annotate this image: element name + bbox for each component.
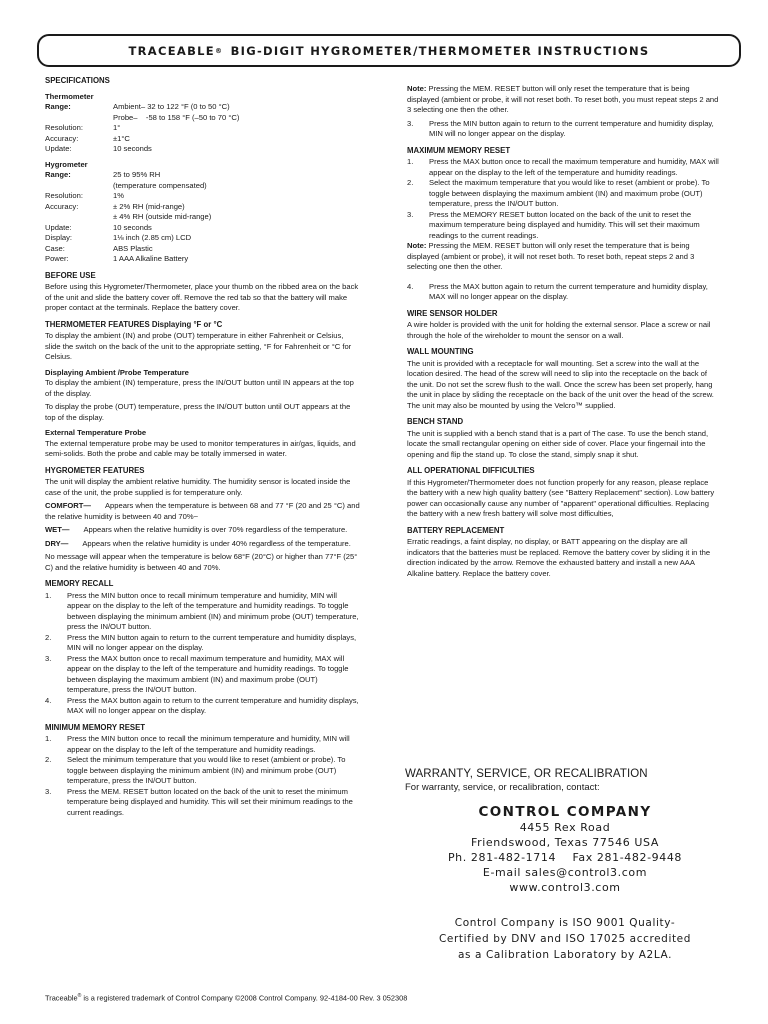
wall-mounting-heading: WALL MOUNTING [407, 347, 474, 356]
spec-key: Case: [45, 243, 65, 253]
list-item [45, 591, 361, 633]
list-item [407, 282, 719, 303]
spec-row [45, 113, 361, 124]
hygro-features-text: The unit will display the ambient relative humidity. The humidity sensor is located inside the case of the unit, the probe supplied is for temperature only. [45, 477, 351, 497]
ambient-probe-text-1: To display the ambient (IN) temperature, press the IN/OUT button until IN appears at the top of the display. [45, 378, 354, 398]
title-rest: BIG-DIGIT HYGROMETER/THERMOMETER INSTRUCTIONS [230, 43, 650, 58]
max-memory-reset-list [407, 157, 719, 241]
comfort-paragraph [45, 501, 361, 522]
list-item-number: 1. [407, 157, 414, 166]
min-memory-reset-heading: MINIMUM MEMORY RESET [45, 722, 146, 732]
spec-row [45, 233, 361, 244]
spec-row [45, 223, 361, 234]
footer-brand: Traceable [45, 993, 78, 1003]
list-item-number: 2. [45, 755, 52, 764]
company-name: CONTROL COMPANY [478, 804, 652, 820]
wire-holder-heading: WIRE SENSOR HOLDER [407, 308, 498, 318]
footer-reg-mark: ® [77, 993, 82, 999]
spec-key: Update: [45, 144, 72, 153]
spec-row [45, 191, 361, 202]
spec-row [45, 254, 361, 265]
spec-row [45, 144, 361, 155]
note-2-label: Note: [407, 241, 427, 250]
spec-value: ABS Plastic [113, 243, 153, 253]
note-1-text: Pressing the MEM. RESET button will only reset the temperature that is being displayed (ambient or probe, it will not reset both. To reset both, you must repeat steps 2 and 3 selecting one then the other. [407, 84, 719, 114]
no-message-text: No message will appear when the temperature is below 68°F (20°C) or higher than 77°F (25° C) and the relative humidity is between 40 and 70%. [45, 552, 358, 572]
wire-holder-text: A wire holder is provided with the unit for holding the external sensor. Place a screw or nail through the hole of the wireholder to mount the sensor on a wall. [407, 320, 711, 340]
spec-row [45, 212, 361, 223]
company-contact-block [405, 804, 725, 895]
hygrometer-spec-table [45, 170, 361, 233]
list-item-text: Select the minimum temperature that you would like to reset (ambient or probe). To toggle between displaying the minimum ambient (IN) and minimum probe (OUT) temperature, press the IN/OUT button. [67, 755, 346, 785]
list-item-text: Press the MEMORY RESET button located on the back of the unit to reset the maximum temperature being displayed and humidity. This will set their maximum readings to the current readings. [429, 209, 700, 240]
title-brand: TRACEABLE [128, 43, 215, 58]
spec-key [45, 212, 113, 223]
spec-key [45, 113, 113, 124]
spec-value: 1° [113, 123, 121, 132]
company-city: Friendswood, Texas 77546 USA [471, 836, 659, 849]
list-item [407, 178, 719, 210]
list-item-text: Press the MAX button again to return to the current temperature and humidity displays, MAX will no longer appear on the display. [67, 695, 359, 715]
dry-text: Appears when the relative humidity is under 40% regardless of the temperature. [82, 538, 351, 548]
spec-value: 1⅛ inch (2.85 cm) LCD [113, 233, 192, 242]
list-item-text: Press the MIN button once to recall the minimum temperature and humidity, MIN will appear on the display to the left of the temperature and humidity readings. [67, 734, 350, 754]
dry-label: DRY— [45, 538, 69, 548]
list-item [45, 654, 361, 696]
list-item [407, 119, 719, 140]
list-item-number: 2. [407, 178, 414, 187]
spec-row [45, 134, 361, 145]
wet-text: Appears when the relative humidity is over 70% regardless of the temperature. [83, 525, 348, 534]
list-item-number: 4. [45, 695, 52, 705]
bench-stand-text: The unit is supplied with a bench stand that is a part of The case. To use the bench stand, locate the small rectangular opening on either side of cover. Place your fingernail into the opening and flip the stand up. To close the stand, simply snap it shut. [407, 428, 709, 459]
title-reg-mark: ® [214, 46, 224, 55]
company-website: www.control3.com [509, 881, 621, 894]
ambient-probe-heading: Displaying Ambient /Probe Temperature [45, 367, 189, 377]
footer-trademark [45, 993, 407, 1002]
spec-value: 25 to 95% RH [113, 170, 161, 179]
thermo-features-heading: THERMOMETER FEATURES Displaying °F or °C [45, 319, 223, 329]
before-use-text: Before using this Hygrometer/Thermometer, place your thumb on the ribbed area on the back of the unit and slide the battery cover off. Remove the red tab so that the battery will make proper contact at the terminals. Replace the battery cover. [45, 282, 359, 312]
spec-key: Accuracy: [45, 133, 79, 143]
list-item-text: Press the MAX button once to recall maximum temperature and humidity, MAX will appear on the display to the left of the temperature and humidity readings. To toggle between displaying the maximum ambient (IN) and maximum probe (OUT) temperature, press the IN/OUT button. [67, 653, 349, 694]
iso-statement [405, 915, 725, 963]
spec-row [45, 170, 361, 181]
list-item [45, 755, 361, 787]
min-step-3-list [407, 119, 719, 140]
spec-key: Update: [45, 222, 72, 232]
spec-row [45, 244, 361, 255]
specs-heading: SPECIFICATIONS [45, 76, 110, 85]
footer-text: is a registered trademark of Control Company ©2008 Control Company. 92-4184-00 Rev. 3 052308 [81, 993, 408, 1003]
list-item [407, 210, 719, 242]
spec-key [45, 181, 113, 192]
spec-value: Ambient– 32 to 122 °F (0 to 50 °C) [113, 102, 230, 111]
spec-key: Range: [45, 102, 71, 111]
list-item-text: Select the maximum temperature that you would like to reset (ambient or probe). To toggle between displaying the maximum ambient (IN) and maximum probe (OUT) temperature, press the IN/OUT button. [429, 178, 710, 208]
general-spec-table [45, 233, 361, 265]
hygrometer-subheading: Hygrometer [45, 159, 88, 169]
spec-key: Range: [45, 170, 71, 179]
warranty-section [405, 768, 725, 793]
list-item-text: Press the MIN button again to return to the current temperature and humidity display, MIN will no longer appear on the display. [429, 118, 714, 138]
list-item [45, 734, 361, 755]
min-memory-reset-list [45, 734, 361, 818]
spec-key: Resolution: [45, 191, 83, 200]
spec-value: ±1°C [113, 133, 130, 143]
hygro-features-heading: HYGROMETER FEATURES [45, 465, 145, 475]
list-item [45, 633, 361, 654]
warranty-subtext: For warranty, service, or recalibration, contact: [405, 782, 600, 793]
iso-line-1: Control Company is ISO 9001 Quality- [454, 917, 676, 929]
thermo-features-text: To display the ambient (IN) and probe (OUT) temperature in either Fahrenheit or Celsius, slide the switch on the back of the unit to the appropriate setting, °F for Fahrenheit or °C for Celsius. [45, 331, 352, 361]
comfort-label: COMFORT— [45, 501, 91, 510]
list-item-number: 3. [407, 118, 414, 128]
company-email: E-mail sales@control3.com [482, 866, 648, 879]
max-step-4-list [407, 282, 719, 303]
memory-recall-heading: MEMORY RECALL [45, 579, 114, 588]
operational-difficulties-heading: ALL OPERATIONAL DIFFICULTIES [407, 466, 535, 475]
operational-difficulties-text: If this Hygrometer/Thermometer does not function properly for any reason, please replace the battery with a new high quality battery (see "Battery Replacement" section). Low battery power can occasionally cause any number of "apparent" operational difficulties. Replacing the battery with a new fresh battery will solve most difficulties, [407, 477, 715, 518]
spec-key: Display: [45, 233, 73, 242]
spec-key: Power: [45, 254, 69, 263]
spec-value: 10 seconds [113, 222, 152, 232]
spec-value: ± 2% RH (mid-range) [113, 201, 185, 211]
iso-line-3: as a Calibration Laboratory by A2LA. [457, 949, 673, 961]
spec-value: (temperature compensated) [113, 180, 207, 190]
ambient-probe-text-2: To display the probe (OUT) temperature, press the IN/OUT button until OUT appears at the top of the display. [45, 402, 351, 422]
list-item-number: 3. [45, 653, 52, 663]
left-column [45, 76, 361, 818]
list-item [45, 696, 361, 717]
warranty-heading: WARRANTY, SERVICE, OR RECALIBRATION [405, 768, 648, 780]
wet-paragraph [45, 525, 361, 536]
spec-value: 1 AAA Alkaline Battery [113, 254, 189, 263]
ext-probe-text: The external temperature probe may be used to monitor temperatures in air/gas, liquids, and semi-solids. Both the probe and cable may be totally immersed in water. [45, 438, 356, 458]
spec-value: Probe– -58 to 158 °F (–50 to 70 °C) [113, 112, 240, 122]
spec-value: 1% [113, 191, 124, 200]
dry-paragraph [45, 539, 361, 550]
spec-key: Accuracy: [45, 201, 79, 211]
thermometer-subheading: Thermometer [45, 91, 94, 101]
list-item [407, 157, 719, 178]
thermometer-spec-table [45, 102, 361, 155]
spec-value: ± 4% RH (outside mid-range) [113, 212, 212, 221]
spec-row [45, 202, 361, 213]
battery-replacement-text: Erratic readings, a faint display, no display, or BATT appearing on the display are all indicators that the batteries must be replaced. Remove the battery cover by sliding it in the direction indicated by the arrow. Remove the exhausted battery and install a new AAA Alkaline battery. Replace the battery cover. [407, 537, 711, 578]
list-item-text: Press the MIN button once to recall minimum temperature and humidity, MIN will appear on the display to the left of the temperature and humidity readings. To toggle between displaying the minimum ambient (IN) and minimum probe (OUT) temperature, press the IN/OUT button. [67, 590, 359, 631]
spec-key: Resolution: [45, 123, 83, 132]
list-item-number: 1. [45, 590, 52, 600]
spec-value: 10 seconds [113, 144, 152, 153]
right-column [407, 84, 719, 582]
ext-probe-heading: External Temperature Probe [45, 428, 147, 437]
memory-recall-list [45, 591, 361, 717]
spec-row [45, 102, 361, 113]
list-item-text: Press the MAX button again to return the current temperature and humidity display, MAX will no longer appear on the display. [429, 281, 708, 301]
document-title [37, 34, 741, 67]
list-item-number: 3. [407, 209, 414, 219]
note-1-label: Note: [407, 84, 427, 93]
wall-mounting-text: The unit is provided with a receptacle for wall mounting. Set a screw into the wall at the location desired. The head of the screw will need to slip into the receptacle on the back of the unit. Do not set the screw flush to the wall. Once the screw has been set properly, hang the unit in place by sliding the receptacle on the back of the unit over the head of the screw. The unit may also be mounted by using the Velcro™ supplied. [407, 358, 714, 410]
list-item-number: 1. [45, 734, 52, 743]
wet-label: WET— [45, 525, 70, 534]
note-2-text: Pressing the MEM. RESET button will only reset the temperature that is being displayed (ambient or probe), it will not reset both. To reset both, repeat steps 2 and 3 selecting one then the other. [407, 241, 695, 271]
list-item-text: Press the MAX button once to recall the maximum temperature and humidity, MAX will appear on the display to the left of the temperature and humidity readings. [429, 157, 719, 177]
list-item-number: 3. [45, 786, 52, 796]
battery-replacement-heading: BATTERY REPLACEMENT [407, 525, 505, 535]
iso-line-2: Certified by DNV and ISO 17025 accredited [438, 933, 692, 945]
comfort-text: Appears when the temperature is between 68 and 77 °F (20 and 25 °C) and the relative humidity is between 40 and 70%~ [45, 501, 360, 521]
note-1 [407, 84, 719, 116]
note-2 [407, 241, 719, 273]
list-item-text: Press the MIN button again to return to the current temperature and humidity displays, MIN will no longer appear on the display. [67, 632, 357, 652]
list-item [45, 787, 361, 819]
list-item-number: 4. [407, 281, 414, 291]
spec-row [45, 181, 361, 192]
before-use-heading: BEFORE USE [45, 270, 96, 280]
spec-row [45, 123, 361, 134]
list-item-number: 2. [45, 632, 52, 642]
list-item-text: Press the MEM. RESET button located on the back of the unit to reset the minimum temperature being displayed and humidity. This will set their minimum readings to the current readings. [67, 786, 353, 817]
max-memory-reset-heading: MAXIMUM MEMORY RESET [407, 145, 511, 155]
company-phone: Ph. 281-482-1714 Fax 281-482-9448 [447, 851, 683, 864]
bench-stand-heading: BENCH STAND [407, 417, 464, 426]
company-street: 4455 Rex Road [519, 821, 611, 834]
